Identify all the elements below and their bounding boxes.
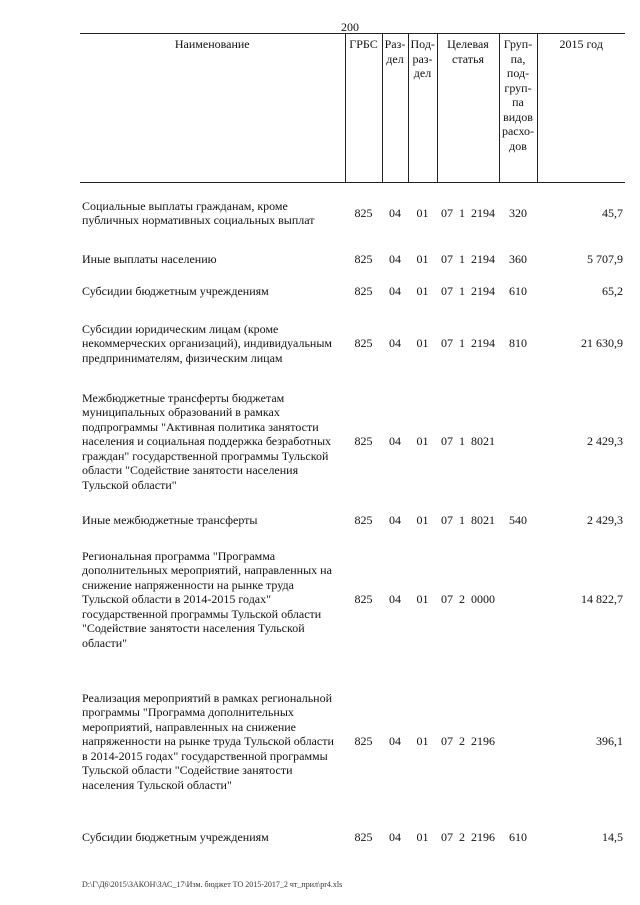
row-group [499, 379, 537, 505]
row-subsection: 01 [416, 336, 429, 351]
table-row [80, 275, 625, 309]
row-section: 04 [389, 830, 401, 845]
row-target: 07 2 2196 [441, 734, 495, 749]
row-name: Социальные выплаты гражданам, кроме публичных нормативных социальных выплат [82, 198, 315, 228]
row-subsection: 01 [416, 592, 429, 607]
table-row [80, 505, 625, 537]
row-amount: 45,7 [602, 206, 623, 220]
row-amount: 5 707,9 [587, 251, 623, 266]
row-group: 810 [509, 336, 527, 351]
row-group [499, 537, 537, 663]
row-grbs: 825 [354, 284, 373, 299]
row-grbs: 825 [354, 734, 373, 749]
row-target: 07 1 8021 [441, 513, 495, 528]
row-amount: 65,2 [602, 284, 623, 299]
row-grbs: 825 [354, 434, 373, 449]
row-name: Иные выплаты населению [82, 251, 217, 266]
row-section: 04 [389, 434, 401, 449]
row-subsection: 01 [416, 734, 429, 749]
row-subsection: 01 [416, 206, 429, 220]
row-group: 610 [509, 284, 527, 299]
row-section: 04 [389, 734, 401, 749]
row-section: 04 [389, 336, 401, 351]
row-name: Субсидии бюджетным учреждениям [82, 284, 269, 299]
table-row [80, 379, 625, 505]
table-row [80, 537, 625, 663]
row-amount: 14 822,7 [581, 592, 623, 607]
row-grbs: 825 [354, 251, 373, 266]
row-target: 07 1 2194 [441, 336, 495, 351]
row-subsection: 01 [416, 284, 429, 299]
row-subsection: 01 [416, 251, 429, 266]
row-section: 04 [389, 251, 401, 266]
row-target: 07 2 0000 [441, 592, 495, 607]
header-name: Наименование [80, 34, 345, 183]
row-name: Региональная программа "Программа дополнительных мероприятий, направленных на снижение напряженности на рынке труда Тульской области в 2014-2015 годах" государственной программы Тульской области "Содействие занятости населения Тульской области" [82, 548, 332, 650]
row-target: 07 1 8021 [441, 434, 495, 449]
row-grbs: 825 [354, 592, 373, 607]
header-grbs: ГРБС [345, 34, 382, 183]
row-subsection: 01 [416, 513, 429, 528]
header-section: Раз- дел [382, 34, 408, 183]
page-number: 200 [341, 20, 359, 34]
row-name: Субсидии бюджетным учреждениям [82, 830, 269, 845]
budget-table [80, 33, 625, 855]
row-subsection: 01 [416, 434, 429, 449]
row-amount: 21 630,9 [581, 336, 623, 351]
row-grbs: 825 [354, 513, 373, 528]
row-group: 320 [509, 206, 527, 220]
footer-file-path: D:\Г\Д6\2015\ЗАКОН\ЗАС_17\Изм. бюджет ТО 2015-2017_2 чт_прил\pr4.xls [82, 880, 343, 889]
row-grbs: 825 [354, 206, 373, 220]
row-target: 07 1 2194 [441, 251, 495, 266]
table-row [80, 183, 625, 244]
header-year: 2015 год [537, 34, 625, 183]
row-section: 04 [389, 592, 401, 607]
table-header-row [80, 34, 625, 183]
row-amount: 14,5 [602, 830, 623, 845]
header-target: Целевая статья [437, 34, 499, 183]
row-target: 07 1 2194 [441, 284, 495, 299]
row-group: 540 [509, 513, 527, 528]
table-row [80, 309, 625, 379]
row-section: 04 [389, 206, 401, 220]
row-group: 360 [509, 251, 527, 266]
row-name: Реализация мероприятий в рамках региональной программы "Программа дополнительных мероприятий, направленных на снижение напряженности на рынке труда Тульской области в 2014-2015 годах" государственной программы Тульской области "Содействие занятости населения Тульской области" [82, 690, 334, 792]
table-row [80, 663, 625, 821]
row-target: 07 1 2194 [441, 206, 495, 220]
row-name: Иные межбюджетные трансферты [82, 513, 258, 528]
row-grbs: 825 [354, 830, 373, 845]
row-amount: 2 429,3 [587, 434, 623, 449]
row-group: 610 [509, 830, 527, 845]
row-grbs: 825 [354, 336, 373, 351]
header-expense-group: Груп- па, под- груп- па видов расхо- дов [499, 34, 537, 183]
row-group [499, 663, 537, 821]
row-name: Межбюджетные трансферты бюджетам муниципальных образований в рамках подпрограммы "Активная политика занятости населения и социальная поддержка безработных граждан" государственной программы Тульской области "Содействие занятости населения Тульской области" [82, 390, 332, 492]
header-subsection: Под- раз- дел [408, 34, 437, 183]
table-row [80, 244, 625, 275]
row-subsection: 01 [416, 830, 429, 845]
row-section: 04 [389, 284, 401, 299]
row-amount: 396,1 [596, 734, 623, 749]
row-name: Субсидии юридическим лицам (кроме некоммерческих организаций), индивидуальным предпринимателям, физическим лицам [82, 321, 332, 365]
row-target: 07 2 2196 [441, 830, 495, 845]
row-amount: 2 429,3 [587, 513, 623, 528]
table-row [80, 821, 625, 855]
row-section: 04 [389, 513, 401, 528]
